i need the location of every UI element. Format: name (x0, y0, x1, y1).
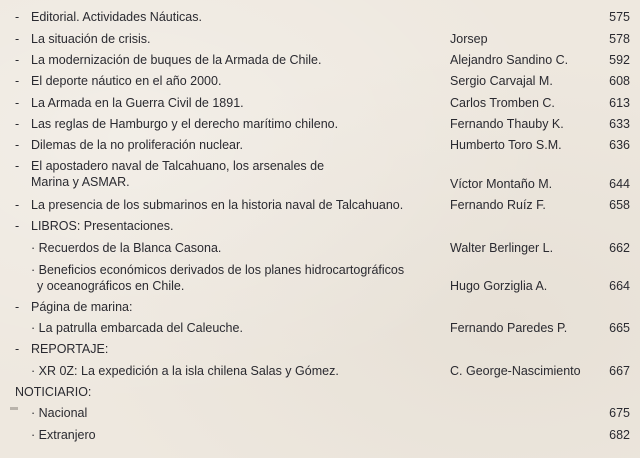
entry-dash: - (15, 159, 20, 173)
entry-title: REPORTAJE: (31, 342, 109, 356)
entry-page: 662 (609, 241, 630, 255)
toc-entry (0, 158, 640, 192)
entry-title-line: · Beneficios económicos derivados de los planes hidrocartográficos (31, 263, 405, 277)
entry-title: Dilemas de la no proliferación nuclear. (31, 138, 243, 152)
entry-dash: - (15, 138, 20, 152)
entry-title: La modernización de buques de la Armada de Chile. (31, 53, 322, 67)
entry-author: Carlos Tromben C. (450, 96, 555, 110)
entry-dash: - (15, 10, 20, 24)
entry-dash: - (15, 198, 20, 212)
entry-page: 636 (609, 138, 630, 152)
entry-title: La Armada en la Guerra Civil de 1891. (31, 96, 244, 110)
entry-title: · Recuerdos de la Blanca Casona. (31, 241, 222, 255)
entry-title: Las reglas de Hamburgo y el derecho marítimo chileno. (31, 117, 339, 131)
entry-title: El deporte náutico en el año 2000. (31, 74, 222, 88)
entry-page: 665 (609, 321, 630, 335)
entry-author: Hugo Gorziglia A. (450, 279, 548, 293)
entry-dash: - (15, 117, 20, 131)
section-heading: NOTICIARIO: (15, 385, 92, 399)
entry-title: La situación de crisis. (31, 32, 151, 46)
entry-author: Fernando Ruíz F. (450, 198, 546, 212)
entry-title: La presencia de los submarinos en la historia naval de Talcahuano. (31, 198, 404, 212)
entry-author: Jorsep (450, 32, 488, 46)
entry-author: Walter Berlinger L. (450, 241, 554, 255)
entry-author: Humberto Toro S.M. (450, 138, 562, 152)
entry-title: LIBROS: Presentaciones. (31, 219, 174, 233)
entry-page: 682 (609, 428, 630, 442)
entry-dash: - (15, 342, 20, 356)
entry-dash: - (15, 219, 20, 233)
entry-title: Página de marina: (31, 300, 133, 314)
entry-title (31, 158, 324, 190)
entry-page: 633 (609, 117, 630, 131)
entry-title: · Nacional (31, 406, 88, 420)
entry-author: Alejandro Sandino C. (450, 53, 569, 67)
entry-page: 658 (609, 198, 630, 212)
entry-title-line: y oceanográficos en Chile. (37, 279, 185, 293)
entry-page: 664 (609, 279, 630, 293)
entry-dash: - (15, 32, 20, 46)
entry-title-line: El apostadero naval de Talcahuano, los arsenales de (31, 159, 325, 173)
entry-author: Fernando Paredes P. (450, 321, 568, 335)
entry-author: Fernando Thauby K. (450, 117, 564, 131)
entry-title (31, 262, 404, 294)
entry-title: · La patrulla embarcada del Caleuche. (31, 321, 243, 335)
entry-dash: - (15, 53, 20, 67)
entry-dash: - (15, 300, 20, 314)
toc-entry (0, 262, 640, 296)
entry-page: 667 (609, 364, 630, 378)
entry-page: 608 (609, 74, 630, 88)
entry-page: 675 (609, 406, 630, 420)
entry-page: 575 (609, 10, 630, 24)
entry-author: Víctor Montaño M. (450, 177, 553, 191)
entry-author: Sergio Carvajal M. (450, 74, 553, 88)
entry-title: Editorial. Actividades Náuticas. (31, 10, 202, 24)
entry-dash: - (15, 96, 20, 110)
decorative-mark (10, 407, 18, 410)
entry-title: · XR 0Z: La expedición a la isla chilena Salas y Gómez. (31, 364, 339, 378)
entry-author: C. George-Nascimiento (450, 364, 581, 378)
entry-page: 613 (609, 96, 630, 110)
entry-title-line: Marina y ASMAR. (31, 175, 130, 189)
entry-page: 592 (609, 53, 630, 67)
entry-title: · Extranjero (31, 428, 96, 442)
entry-page: 644 (609, 177, 630, 191)
entry-page: 578 (609, 32, 630, 46)
entry-dash: - (15, 74, 20, 88)
